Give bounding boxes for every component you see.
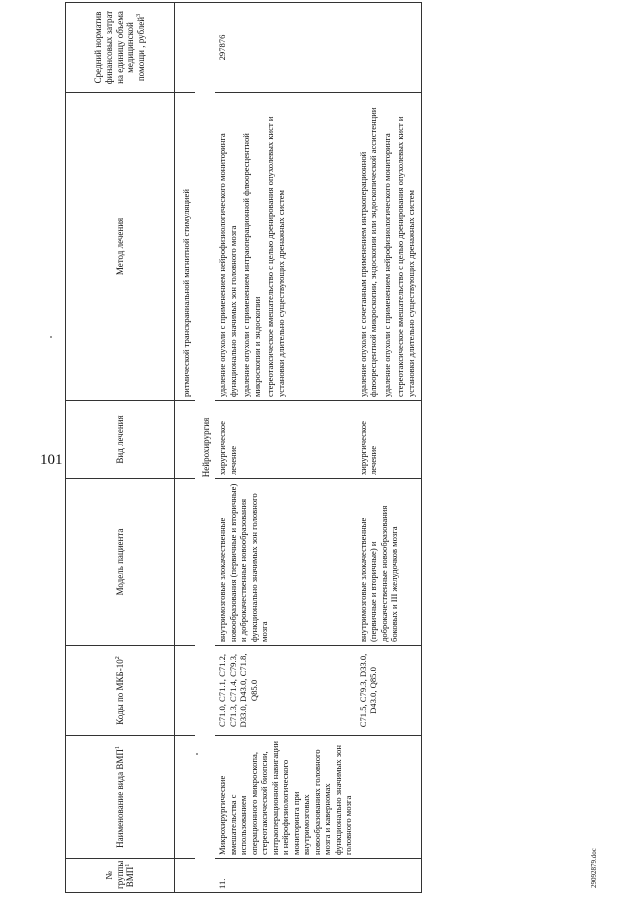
table-header-row [66,3,175,893]
sub1-model: внутримозговые злокачественные новообразования (первичные и вторичные) и доброкачественные новообразования функционально значимых зон головного мозга [215,479,355,646]
table-row [215,3,355,893]
document-filename: 29092879.doc [590,848,598,888]
sub2-model: внутримозговые злокачественные (первичные и вторичные) и доброкачественные новообразования боковых и III желудочков мозга [356,479,422,646]
section-title: Нейрохирургия [195,3,215,893]
continuation-method: ритмической транскраниальной магнитной стимуляцией [175,93,196,401]
header-icd-codes: Коды по МКБ-$10^2$ [66,646,175,736]
sub2-methods [356,93,422,401]
method-item: удаление опухоли с применением нейрофизиологического мониторинга функционально значимых зон головного мозга [217,133,238,397]
average-cost: 297876 [215,3,355,93]
rotated-table-frame [65,3,595,893]
method-item: стереотаксическое вмешательство с целью дренирования опухолевых кист и установки длительно существующих дренажных систем [395,116,416,397]
header-patient-model: Модель пациента [66,479,175,646]
method-item: удаление опухоли с применением интраоперационной флюоресцентной микроскопии и эндоскопии [241,133,262,397]
page-number: 101 [40,452,63,468]
sub2-codes: C71.5, C79.3, D33.0, D43.0, Q85.0 [356,646,422,736]
sub1-type: хирургическое лечение [215,401,355,479]
header-treatment-type: Вид лечения [66,401,175,479]
continuation-row [175,3,196,893]
vmp-name: Микрохирургические вмешательства с использованием операционного микроскопа, стереотаксической биопсии, интраоперационной навигации и нейрофизиологического мониторинга при внутримозговых новообразованиях головного мозга и каверномах функционально значимых зон головного мозга [215,736,355,859]
header-treatment-method: Метод лечения [66,93,175,401]
header-average-cost: Средний норматив финансовых затрат на единицу объема медицинской помощи , рублей$^3$ [66,3,175,93]
method-item: стереотаксическое вмешательство с целью дренирования опухолевых кист и установки длительно существующих дренажных систем [265,116,286,397]
sub2-type: хирургическое лечение [356,401,422,479]
scan-speck [50,336,52,338]
header-vmp-name: Наименование вида ВМП$^1$ [66,736,175,859]
sub1-codes: C71.0, C71.1, C71.2, C71.3, C71.4, C79.3, D33.0, D43.0, C71.8, Q85.0 [215,646,355,736]
vmp-table [65,2,422,893]
section-row [195,3,215,893]
method-item: удаление опухоли с применением нейрофизиологического мониторинга [381,133,392,397]
header-group-number: № группы ВМП$^1$ [66,859,175,893]
table-row [356,3,422,893]
method-item: удаление опухоли с сочетанным применением интраоперационной флюоресцентной микроскопии, эндоскопии или эндоскопической ассистенции [357,107,379,397]
sub1-methods [215,93,355,401]
group-number: 11. [215,859,355,893]
